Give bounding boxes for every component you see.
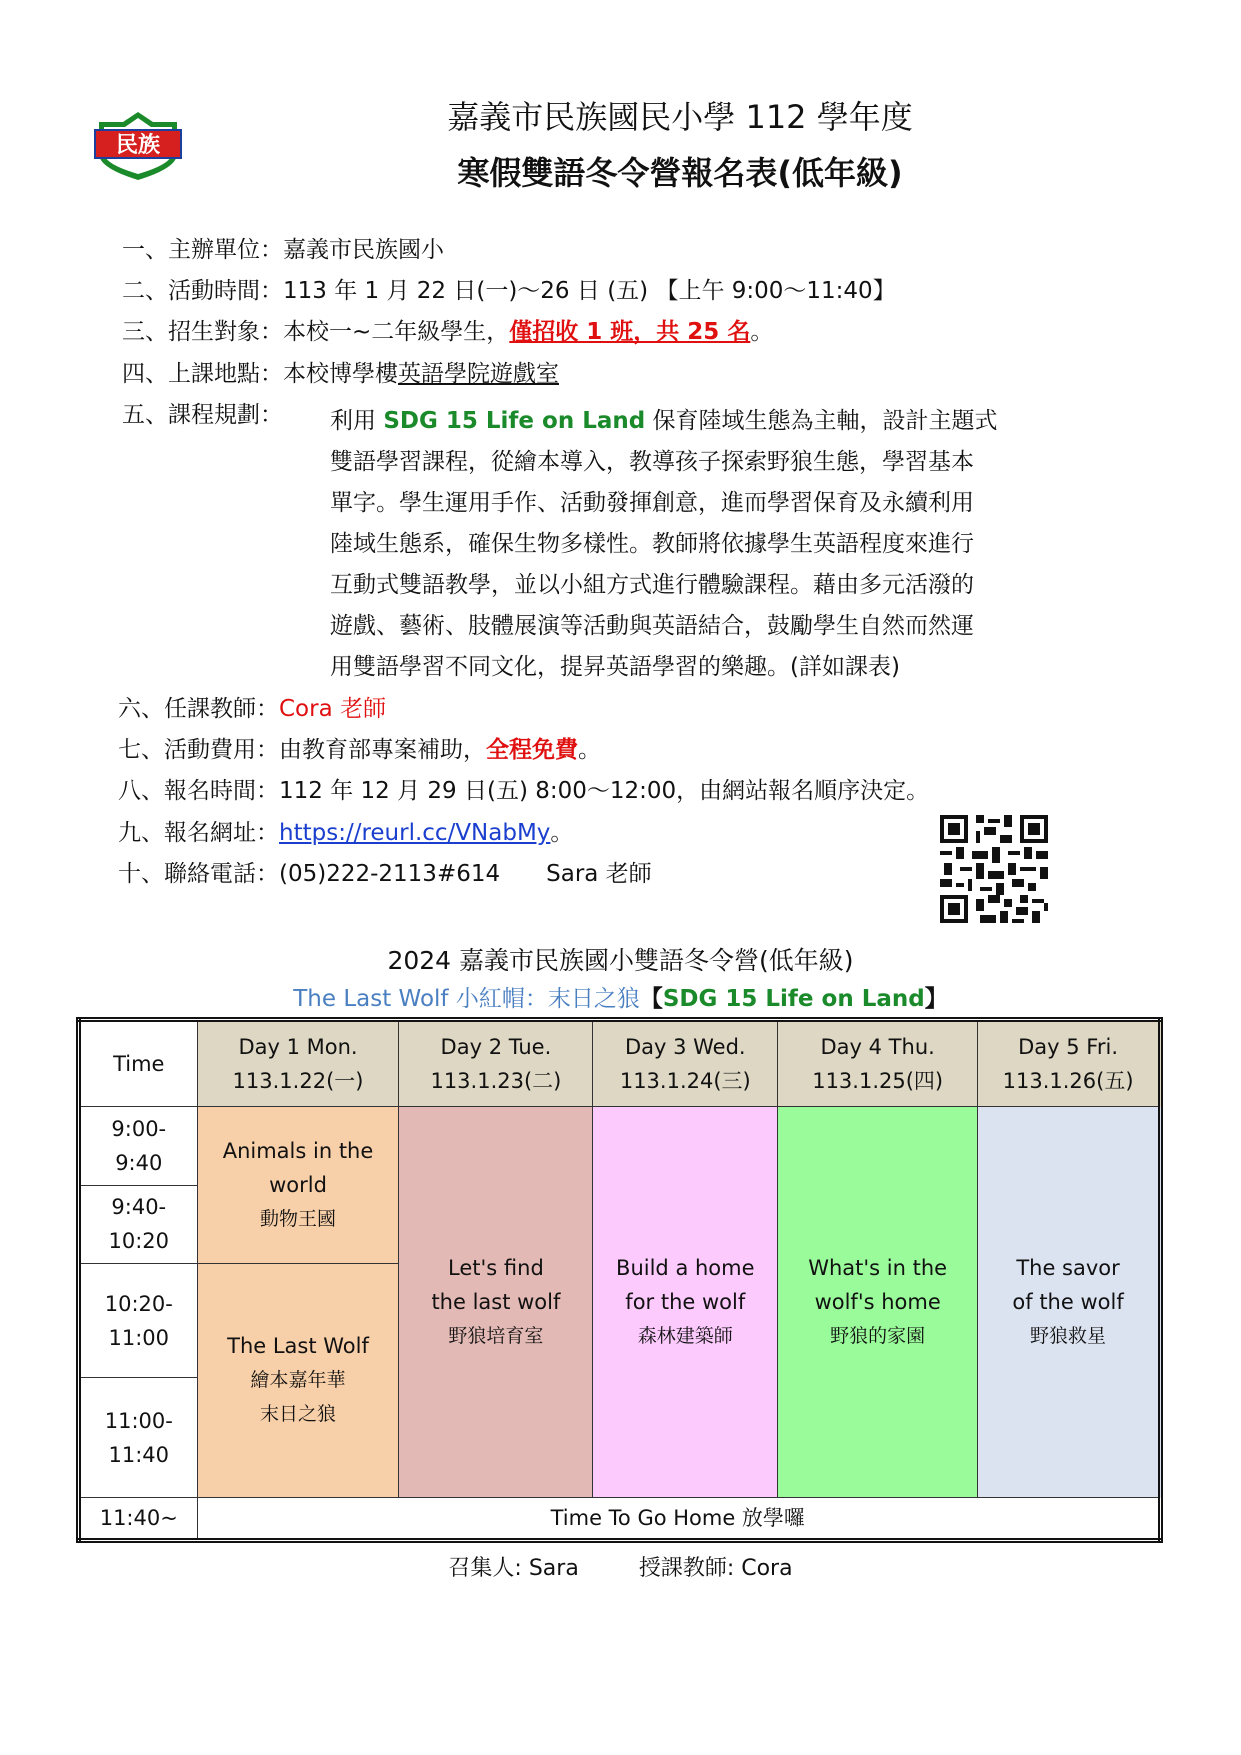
day-header: Day 1 Mon. 113.1.22(一) [197,1020,399,1107]
contact-person: Sara 老師 [546,861,652,887]
item-signup-time [118,777,929,805]
time-slot: 11:40~ [79,1498,198,1541]
item-label: 四、上課地點： [122,361,283,387]
time-header: Time [79,1020,198,1107]
convener: 召集人: Sara [448,1556,579,1581]
schedule-table [76,1017,1163,1543]
item-signup-url: 九、報名網址：https://reurl.cc/VNabMy。 [118,820,574,846]
course-description: 利用 SDG 15 Life on Land 保育陸域生態為主軸，設計主題式 雙語學習課程，從繪本導入，教導孩子探索野狼生態，學習基本 單字。學生運用手作、活動發揮創意，進而學習保育及永續利用 陸域生態系，確保生物多樣性。教師將依據學生英語程度來進行 互動式雙語教學，並以小組方式進行體驗課程。藉由多元活潑的 遊戲、藝術、肢體展演等活動與英語結合，鼓勵學生自然而然運 用雙語學習不同文化，提昇英語學習的樂趣。(詳如課表) [330,408,998,680]
time-slot: 9:00- 9:40 [79,1107,198,1185]
school-logo [93,110,183,182]
item-value: 嘉義市民族國小 [283,237,444,263]
item-course-label: 五、課程規劃： [122,402,283,428]
go-home-cell: Time To Go Home 放學囉 [197,1498,1160,1541]
item-label: 一、主辦單位： [122,237,283,263]
day-header: Day 5 Fri. 113.1.26(五) [978,1020,1161,1107]
item-teacher [118,695,386,723]
table-row [79,1498,1161,1541]
item-label: 六、任課教師： [118,696,279,722]
item-value: 113 年 1 月 22 日(一)～26 日 (五) 【上午 9:00～11:40】 [283,278,896,304]
session-day5: The savor of the wolf 野狼救星 [978,1107,1161,1498]
table-header-row [79,1020,1161,1107]
day-header: Day 4 Thu. 113.1.25(四) [778,1020,978,1107]
item-label: 十、聯絡電話： [118,861,279,887]
item-phone [118,860,652,888]
time-slot: 11:00- 11:40 [79,1378,198,1498]
item-value: 112 年 12 月 29 日(五) 8:00～12:00，由網站報名順序決定。 [279,778,930,804]
enrollment-limit: 僅招收 1 班，共 25 名 [509,319,751,345]
instructor: 授課教師: Cora [638,1556,793,1581]
item-fee: 七、活動費用：由教育部專案補助，全程免費。 [118,737,601,763]
item-label: 九、報名網址： [118,820,279,846]
doc-title-line2: 寒假雙語冬令營報名表(低年級) [457,154,903,192]
table-row [79,1107,1161,1185]
day-header: Day 3 Wed. 113.1.24(三) [593,1020,778,1107]
doc-title-line1: 嘉義市民族國民小學 112 學年度 [447,98,913,136]
time-slot: 9:40- 10:20 [79,1185,198,1263]
item-value: (05)222-2113#614 [279,861,501,887]
classroom-name: 英語學院遊戲室 [398,361,559,387]
signup-link[interactable]: https://reurl.cc/VNabMy [279,820,551,846]
day-header: Day 2 Tue. 113.1.23(二) [399,1020,593,1107]
item-label: 七、活動費用： [118,737,279,763]
schedule-title: 2024 嘉義市民族國小雙語冬令營(低年級) [387,946,854,975]
item-target: 三、招生對象：本校一~二年級學生，僅招收 1 班，共 25 名。 [122,319,774,345]
item-time [122,277,896,305]
logo-text: 民族 [115,133,161,158]
item-value: 由教育部專案補助， [279,737,486,763]
item-value: 本校博學樓 [283,361,398,387]
schedule-subtitle: The Last Wolf 小紅帽：末日之狼【SDG 15 Life on Land】 [293,986,948,1012]
session-day3: Build a home for the wolf 森林建築師 [593,1107,778,1498]
item-value: Cora 老師 [279,696,386,722]
item-organizer [122,236,444,264]
sdg-highlight: SDG 15 Life on Land [383,408,646,434]
item-label: 三、招生對象： [122,319,283,345]
qr-code-icon[interactable] [940,815,1048,923]
time-slot: 10:20- 11:00 [79,1263,198,1378]
item-location [122,360,559,388]
sdg-highlight: SDG 15 Life on Land [662,986,925,1012]
session-day1-morning: Animals in the world 動物王國 [197,1107,399,1263]
session-day2: Let's find the last wolf 野狼培育室 [399,1107,593,1498]
free-highlight: 全程免費 [486,737,578,763]
item-value: 本校一~二年級學生， [283,319,510,345]
footer-credits [0,1551,1241,1582]
item-label: 二、活動時間： [122,278,283,304]
session-day4: What's in the wolf's home 野狼的家園 [778,1107,978,1498]
session-day1-late: The Last Wolf 繪本嘉年華 末日之狼 [197,1263,399,1498]
item-label: 八、報名時間： [118,778,279,804]
